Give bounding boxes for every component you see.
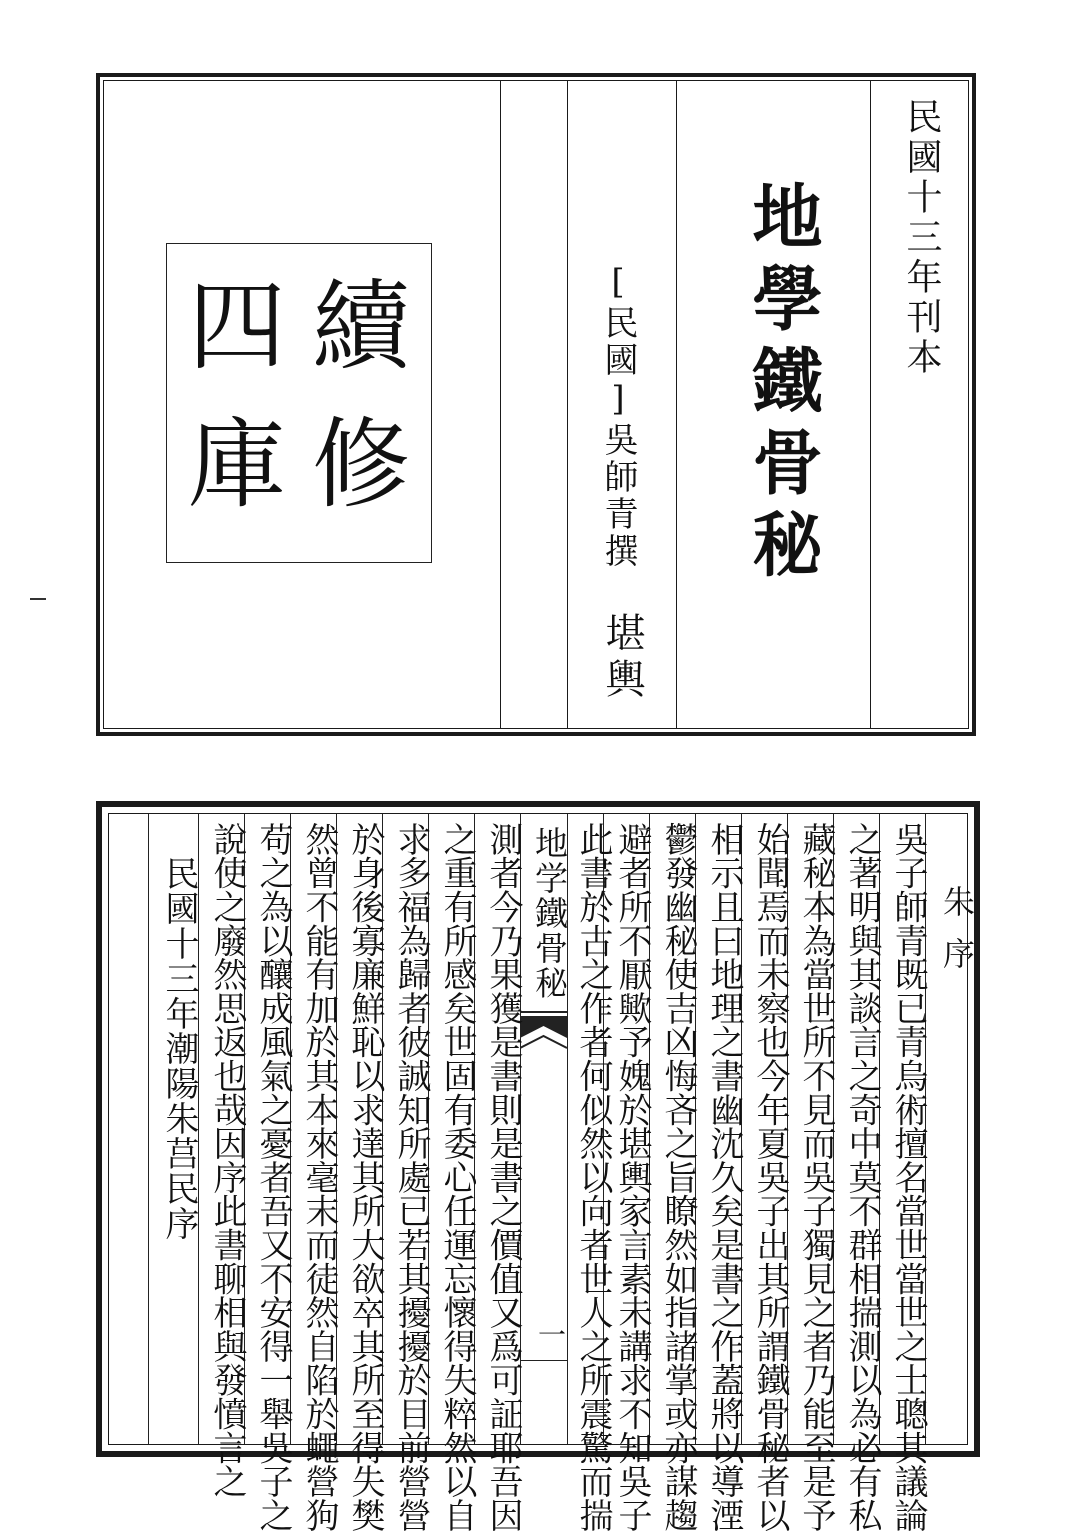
text-column: 求多福為歸者彼誠知所處已若其擾擾於目前營營 bbox=[391, 822, 431, 1532]
category-label: 堪輿 bbox=[599, 612, 645, 704]
title-divider bbox=[567, 80, 568, 729]
margin-mark bbox=[30, 598, 46, 600]
text-column: 吳子師青既已青烏術擅名當世當世之士聰其議論 bbox=[888, 822, 928, 1532]
column-rule bbox=[148, 814, 149, 1444]
preface-heading: 朱序 bbox=[938, 885, 976, 989]
seal-char: 四 bbox=[188, 270, 287, 384]
seal-char: 庫 bbox=[188, 408, 287, 522]
text-column: 苟之為以釀成風氣之憂者吾又不安得一舉吳子之 bbox=[253, 822, 293, 1532]
text-column: 此書於古之作者何似然以向者世人之所震驚而揣 bbox=[573, 822, 613, 1532]
text-column: 鬱發幽秘使吉凶悔吝之旨瞭然如指諸掌或亦謀趨 bbox=[658, 822, 698, 1532]
center-column-title: 地学鐵骨秘 bbox=[530, 826, 569, 1001]
text-column: 之重有所感矣世固有委心任運忘懷得失粹然以自 bbox=[437, 822, 477, 1532]
seal-char: 修 bbox=[312, 408, 411, 522]
text-column: 然曾不能有加於其本來毫末而徒然自陷於蠅營狗 bbox=[299, 822, 339, 1532]
seal-char: 續 bbox=[312, 270, 411, 384]
author-line: [民國]吳師青撰 bbox=[598, 262, 638, 570]
title-divider bbox=[676, 80, 677, 729]
preface-signature: 民國十三年潮陽朱莒民序 bbox=[159, 856, 199, 1241]
text-column: 始聞焉而未察也今年夏吳子出其所謂鐵骨秘者以 bbox=[750, 822, 790, 1532]
text-column: 避者所不厭歟予媿於堪輿家言素未講求不知吳子 bbox=[612, 822, 652, 1532]
text-column: 之著明與其談言之奇中莫不群相揣測以為必有私 bbox=[842, 822, 882, 1532]
text-column: 相示且曰地理之書幽沈久矣是書之作蓋將以導湮 bbox=[704, 822, 744, 1532]
text-column: 於身後寡廉鮮恥以求達其所大欲卒其所至得失樊 bbox=[345, 822, 385, 1532]
title-divider bbox=[870, 80, 871, 729]
text-column: 測者今乃果獲是書則是書之價值又爲可証耶吾因 bbox=[483, 822, 523, 1532]
book-title: 地學鐵骨秘 bbox=[741, 180, 824, 590]
text-column: 藏秘本為當世所不見而吳子獨見之者乃能至是予 bbox=[796, 822, 836, 1532]
title-divider bbox=[500, 80, 501, 729]
text-column: 說使之廢然思返也哉因序此書聊相與發憤言之 bbox=[207, 822, 247, 1499]
page-number: 一 bbox=[534, 1320, 567, 1348]
edition-label: 民國十三年刊本 bbox=[901, 98, 942, 378]
